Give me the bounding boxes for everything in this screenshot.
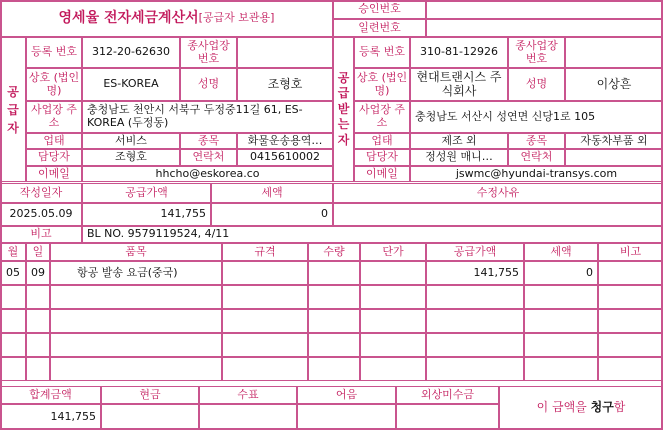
col-name-header: 품목 (50, 243, 222, 261)
supplier-reg-no-label: 등록 번호 (26, 37, 82, 68)
credit-value (396, 404, 499, 430)
item-spec (222, 261, 308, 285)
item-price (360, 285, 426, 309)
supplier-business-label: 업태 (26, 133, 82, 149)
total-amount-label: 합계금액 (0, 386, 101, 404)
date-label: 작성일자 (0, 183, 82, 203)
item-note (598, 357, 663, 381)
buyer-item-label: 종목 (508, 133, 565, 149)
buyer-email-label: 이메일 (354, 166, 410, 182)
supplier-contact-value: 조형호 (82, 149, 180, 166)
item-day (26, 285, 50, 309)
item-day: 09 (26, 261, 50, 285)
item-month (0, 309, 26, 333)
buyer-reg-no-label: 등록 번호 (354, 37, 410, 68)
col-qty-header: 수량 (308, 243, 360, 261)
buyer-side-char: 자 (337, 132, 350, 147)
credit-label: 외상미수금 (396, 386, 499, 404)
supplier-item-label: 종목 (180, 133, 237, 149)
summary-tax-label: 세액 (211, 183, 333, 203)
supplier-address-value: 충청남도 천안시 서북구 두정중11길 61, ES-KOREA (두정동) (82, 101, 333, 133)
item-qty (308, 285, 360, 309)
invoice-title-note: [공급자 보관용] (198, 11, 275, 25)
buyer-side-char: 공 (337, 70, 350, 85)
item-name (50, 333, 222, 357)
buyer-phone-label: 연락처 (508, 149, 565, 166)
item-supply (426, 309, 524, 333)
claim-suffix: 함 (613, 400, 626, 415)
item-note (598, 333, 663, 357)
cash-label: 현금 (101, 386, 199, 404)
col-note-header: 비고 (598, 243, 663, 261)
supplier-branch-label: 종사업장 번호 (180, 37, 237, 68)
buyer-contact-label: 담당자 (354, 149, 410, 166)
item-day (26, 357, 50, 381)
cash-value (101, 404, 199, 430)
supplier-side-char: 자 (7, 120, 19, 135)
buyer-name-label: 성명 (508, 68, 565, 101)
approval-no-label: 승인번호 (333, 0, 426, 19)
item-supply: 141,755 (426, 261, 524, 285)
claim-prefix: 이 금액을 (536, 400, 587, 415)
buyer-side-label (333, 37, 354, 182)
note-label: 비고 (0, 226, 82, 243)
summary-supply-label: 공급가액 (82, 183, 211, 203)
col-tax-header: 세액 (524, 243, 598, 261)
item-day (26, 333, 50, 357)
buyer-email-value: jswmc@hyundai-transys.com (410, 166, 663, 182)
item-supply (426, 285, 524, 309)
buyer-name-value: 이상흔 (565, 68, 663, 101)
item-name (50, 285, 222, 309)
item-tax: 0 (524, 261, 598, 285)
item-month: 05 (0, 261, 26, 285)
item-name: 항공 발송 요금(중국) (50, 261, 222, 285)
buyer-address-value: 충청남도 서산시 성연면 신당1로 105 (410, 101, 663, 133)
item-note (598, 309, 663, 333)
buyer-address-label: 사업장 주소 (354, 101, 410, 133)
check-label: 수표 (199, 386, 297, 404)
item-spec (222, 333, 308, 357)
item-qty (308, 357, 360, 381)
supplier-phone-value: 0415610002 (237, 149, 333, 166)
item-note (598, 285, 663, 309)
item-price (360, 333, 426, 357)
claim-word: 청구 (590, 400, 614, 415)
item-name (50, 357, 222, 381)
summary-supply-value: 141,755 (82, 203, 211, 226)
bill-value (297, 404, 396, 430)
col-supply-header: 공급가액 (426, 243, 524, 261)
col-day-header: 일 (26, 243, 50, 261)
note-value: BL NO. 9579119524, 4/11 (82, 226, 663, 243)
item-day (26, 309, 50, 333)
buyer-contact-value: 정성원 매니… (410, 149, 508, 166)
supplier-branch-value (237, 37, 333, 68)
item-spec (222, 309, 308, 333)
supplier-contact-label: 담당자 (26, 149, 82, 166)
supplier-name-label: 성명 (180, 68, 237, 101)
item-note (598, 261, 663, 285)
bill-label: 어음 (297, 386, 396, 404)
invoice-title-text: 영세율 전자세금계산서 (58, 10, 199, 27)
item-spec (222, 285, 308, 309)
item-month (0, 357, 26, 381)
col-price-header: 단가 (360, 243, 426, 261)
buyer-branch-label: 종사업장 번호 (508, 37, 565, 68)
buyer-business-label: 업태 (354, 133, 410, 149)
item-qty (308, 261, 360, 285)
item-month (0, 333, 26, 357)
reason-value (333, 203, 663, 226)
serial-no-value (426, 19, 663, 37)
supplier-side-label (0, 37, 26, 182)
check-value (199, 404, 297, 430)
supplier-email-label: 이메일 (26, 166, 82, 182)
item-tax (524, 333, 598, 357)
col-spec-header: 규격 (222, 243, 308, 261)
buyer-side-char: 급 (337, 86, 350, 101)
total-amount-value: 141,755 (0, 404, 101, 430)
date-value: 2025.05.09 (0, 203, 82, 226)
buyer-company-value: 현대트랜시스 주식회사 (410, 68, 508, 101)
supplier-company-label: 상호 (법인명) (26, 68, 82, 101)
invoice-title (0, 0, 333, 37)
serial-no-label: 일련번호 (333, 19, 426, 37)
item-name (50, 309, 222, 333)
supplier-reg-no-value: 312-20-62630 (82, 37, 180, 68)
claim-statement (499, 386, 663, 430)
summary-tax-value: 0 (211, 203, 333, 226)
approval-no-value (426, 0, 663, 19)
item-price (360, 309, 426, 333)
supplier-business-value: 서비스 (82, 133, 180, 149)
supplier-side-char: 공 (7, 84, 19, 99)
buyer-company-label: 상호 (법인명) (354, 68, 410, 101)
item-month (0, 285, 26, 309)
item-supply (426, 333, 524, 357)
item-price (360, 357, 426, 381)
supplier-company-value: ES-KOREA (82, 68, 180, 101)
buyer-phone-value (565, 149, 663, 166)
col-month-header: 월 (0, 243, 26, 261)
supplier-item-value: 화물운송용역… (237, 133, 333, 149)
buyer-branch-value (565, 37, 663, 68)
item-spec (222, 357, 308, 381)
item-qty (308, 309, 360, 333)
buyer-side-char: 받 (337, 101, 350, 116)
buyer-business-value: 제조 외 (410, 133, 508, 149)
buyer-item-value: 자동차부품 외 (565, 133, 663, 149)
buyer-side-char: 는 (337, 117, 350, 132)
item-supply (426, 357, 524, 381)
item-tax (524, 309, 598, 333)
item-tax (524, 357, 598, 381)
supplier-name-value: 조형호 (237, 68, 333, 101)
item-price (360, 261, 426, 285)
supplier-side-char: 급 (7, 102, 19, 117)
item-qty (308, 333, 360, 357)
item-tax (524, 285, 598, 309)
supplier-email-value: hhcho@eskorea.co (82, 166, 333, 182)
buyer-reg-no-value: 310-81-12926 (410, 37, 508, 68)
supplier-address-label: 사업장 주소 (26, 101, 82, 133)
supplier-phone-label: 연락처 (180, 149, 237, 166)
reason-label: 수정사유 (333, 183, 663, 203)
